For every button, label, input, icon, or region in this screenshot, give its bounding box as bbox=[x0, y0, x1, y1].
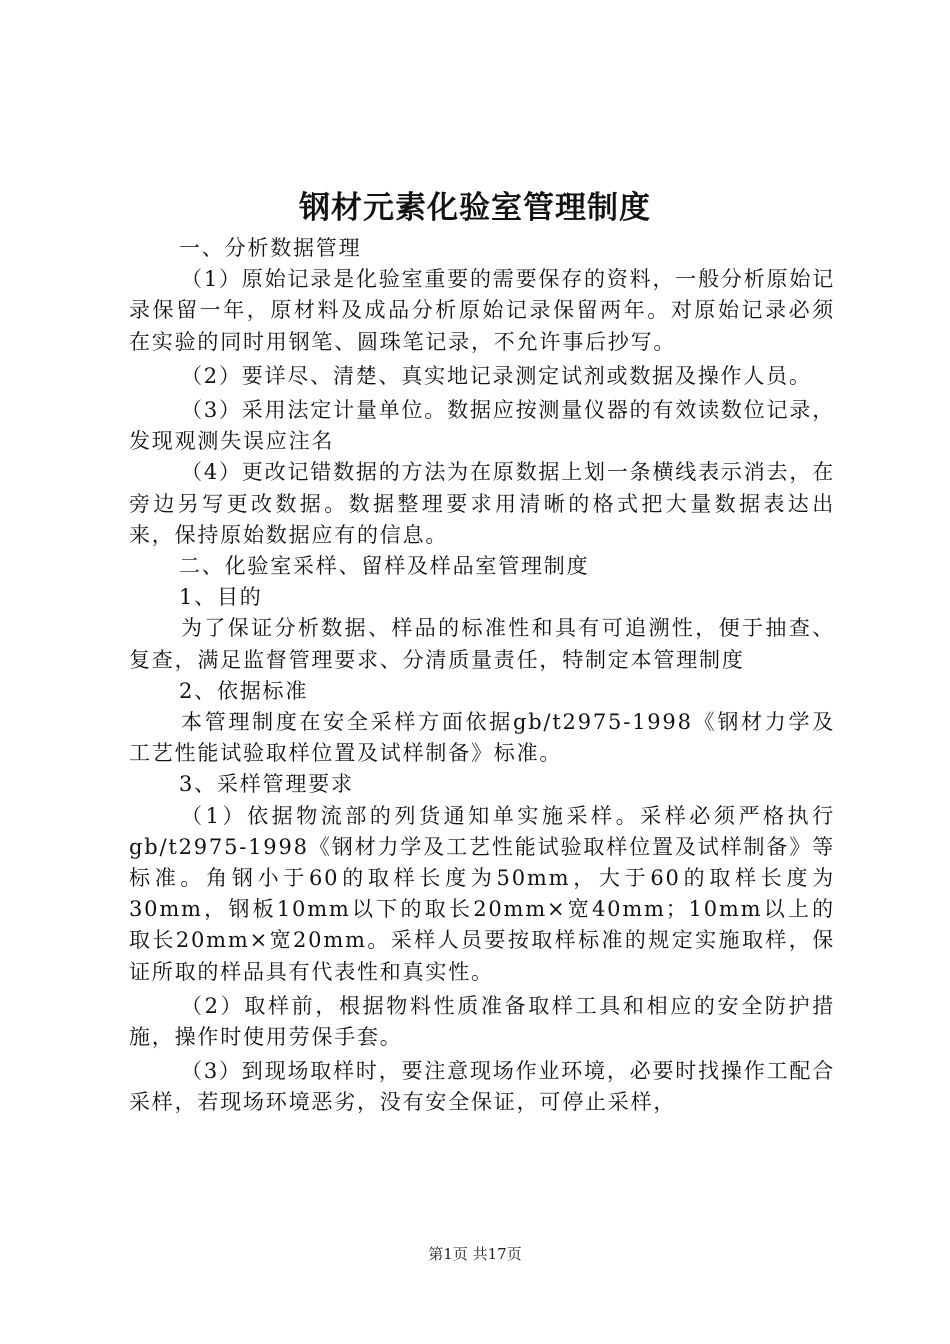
paragraph: （3）到现场取样时，要注意现场作业环境，必要时找操作工配合采样，若现场环境恶劣，没有安全保证，可停止采样， bbox=[129, 1059, 835, 1115]
document-body bbox=[129, 233, 835, 1119]
paragraph: （4）更改记错数据的方法为在原数据上划一条横线表示消去，在旁边另写更改数据。数据整理要求用清晰的格式把大量数据表达出来，保持原始数据应有的信息。 bbox=[129, 460, 835, 547]
subsection-heading: 1、目的 bbox=[179, 585, 263, 610]
paragraph: （1）依据物流部的列货通知单实施采样。采样必须严格执行gb/t2975-1998《钢材力学及工艺性能试验取样位置及试样制备》等标准。角钢小于60的取样长度为50mm，大于60的取样长度为30mm，钢板10mm以下的取长20mm×宽40mm；10mm以上的取长20mm×宽20mm。采样人员要按取样标准的规定实施取样，保证所取的样品具有代表性和真实性。 bbox=[129, 803, 835, 984]
paragraph: （2）要详尽、清楚、真实地记录测定试剂或数据及操作人员。 bbox=[181, 363, 812, 388]
paragraph: （3）采用法定计量单位。数据应按测量仪器的有效读数位记录，发现观测失误应注名 bbox=[129, 398, 835, 454]
subsection-heading: 3、采样管理要求 bbox=[179, 772, 354, 797]
paragraph: 为了保证分析数据、样品的标准性和具有可追溯性，便于抽查、复查，满足监督管理要求、分清质量责任，特制定本管理制度 bbox=[129, 616, 835, 672]
paragraph: （1）原始记录是化验室重要的需要保存的资料，一般分析原始记录保留一年，原材料及成品分析原始记录保留两年。对原始记录必须在实验的同时用钢笔、圆珠笔记录，不允许事后抄写。 bbox=[129, 267, 835, 354]
page-number-footer: 第1页 共17页 bbox=[428, 1245, 522, 1263]
paragraph: （2）取样前，根据物料性质准备取样工具和相应的安全防护措施，操作时使用劳保手套。 bbox=[129, 993, 835, 1050]
paragraph: 本管理制度在安全采样方面依据gb/t2975-1998《钢材力学及工艺性能试验取样位置及试样制备》标准。 bbox=[129, 710, 835, 766]
section-heading-1: 一、分析数据管理 bbox=[179, 236, 362, 260]
section-heading-2: 二、化验室采样、留样及样品室管理制度 bbox=[179, 554, 590, 579]
document-title: 钢材元素化验室管理制度 bbox=[299, 190, 651, 226]
subsection-heading: 2、依据标准 bbox=[179, 678, 309, 703]
